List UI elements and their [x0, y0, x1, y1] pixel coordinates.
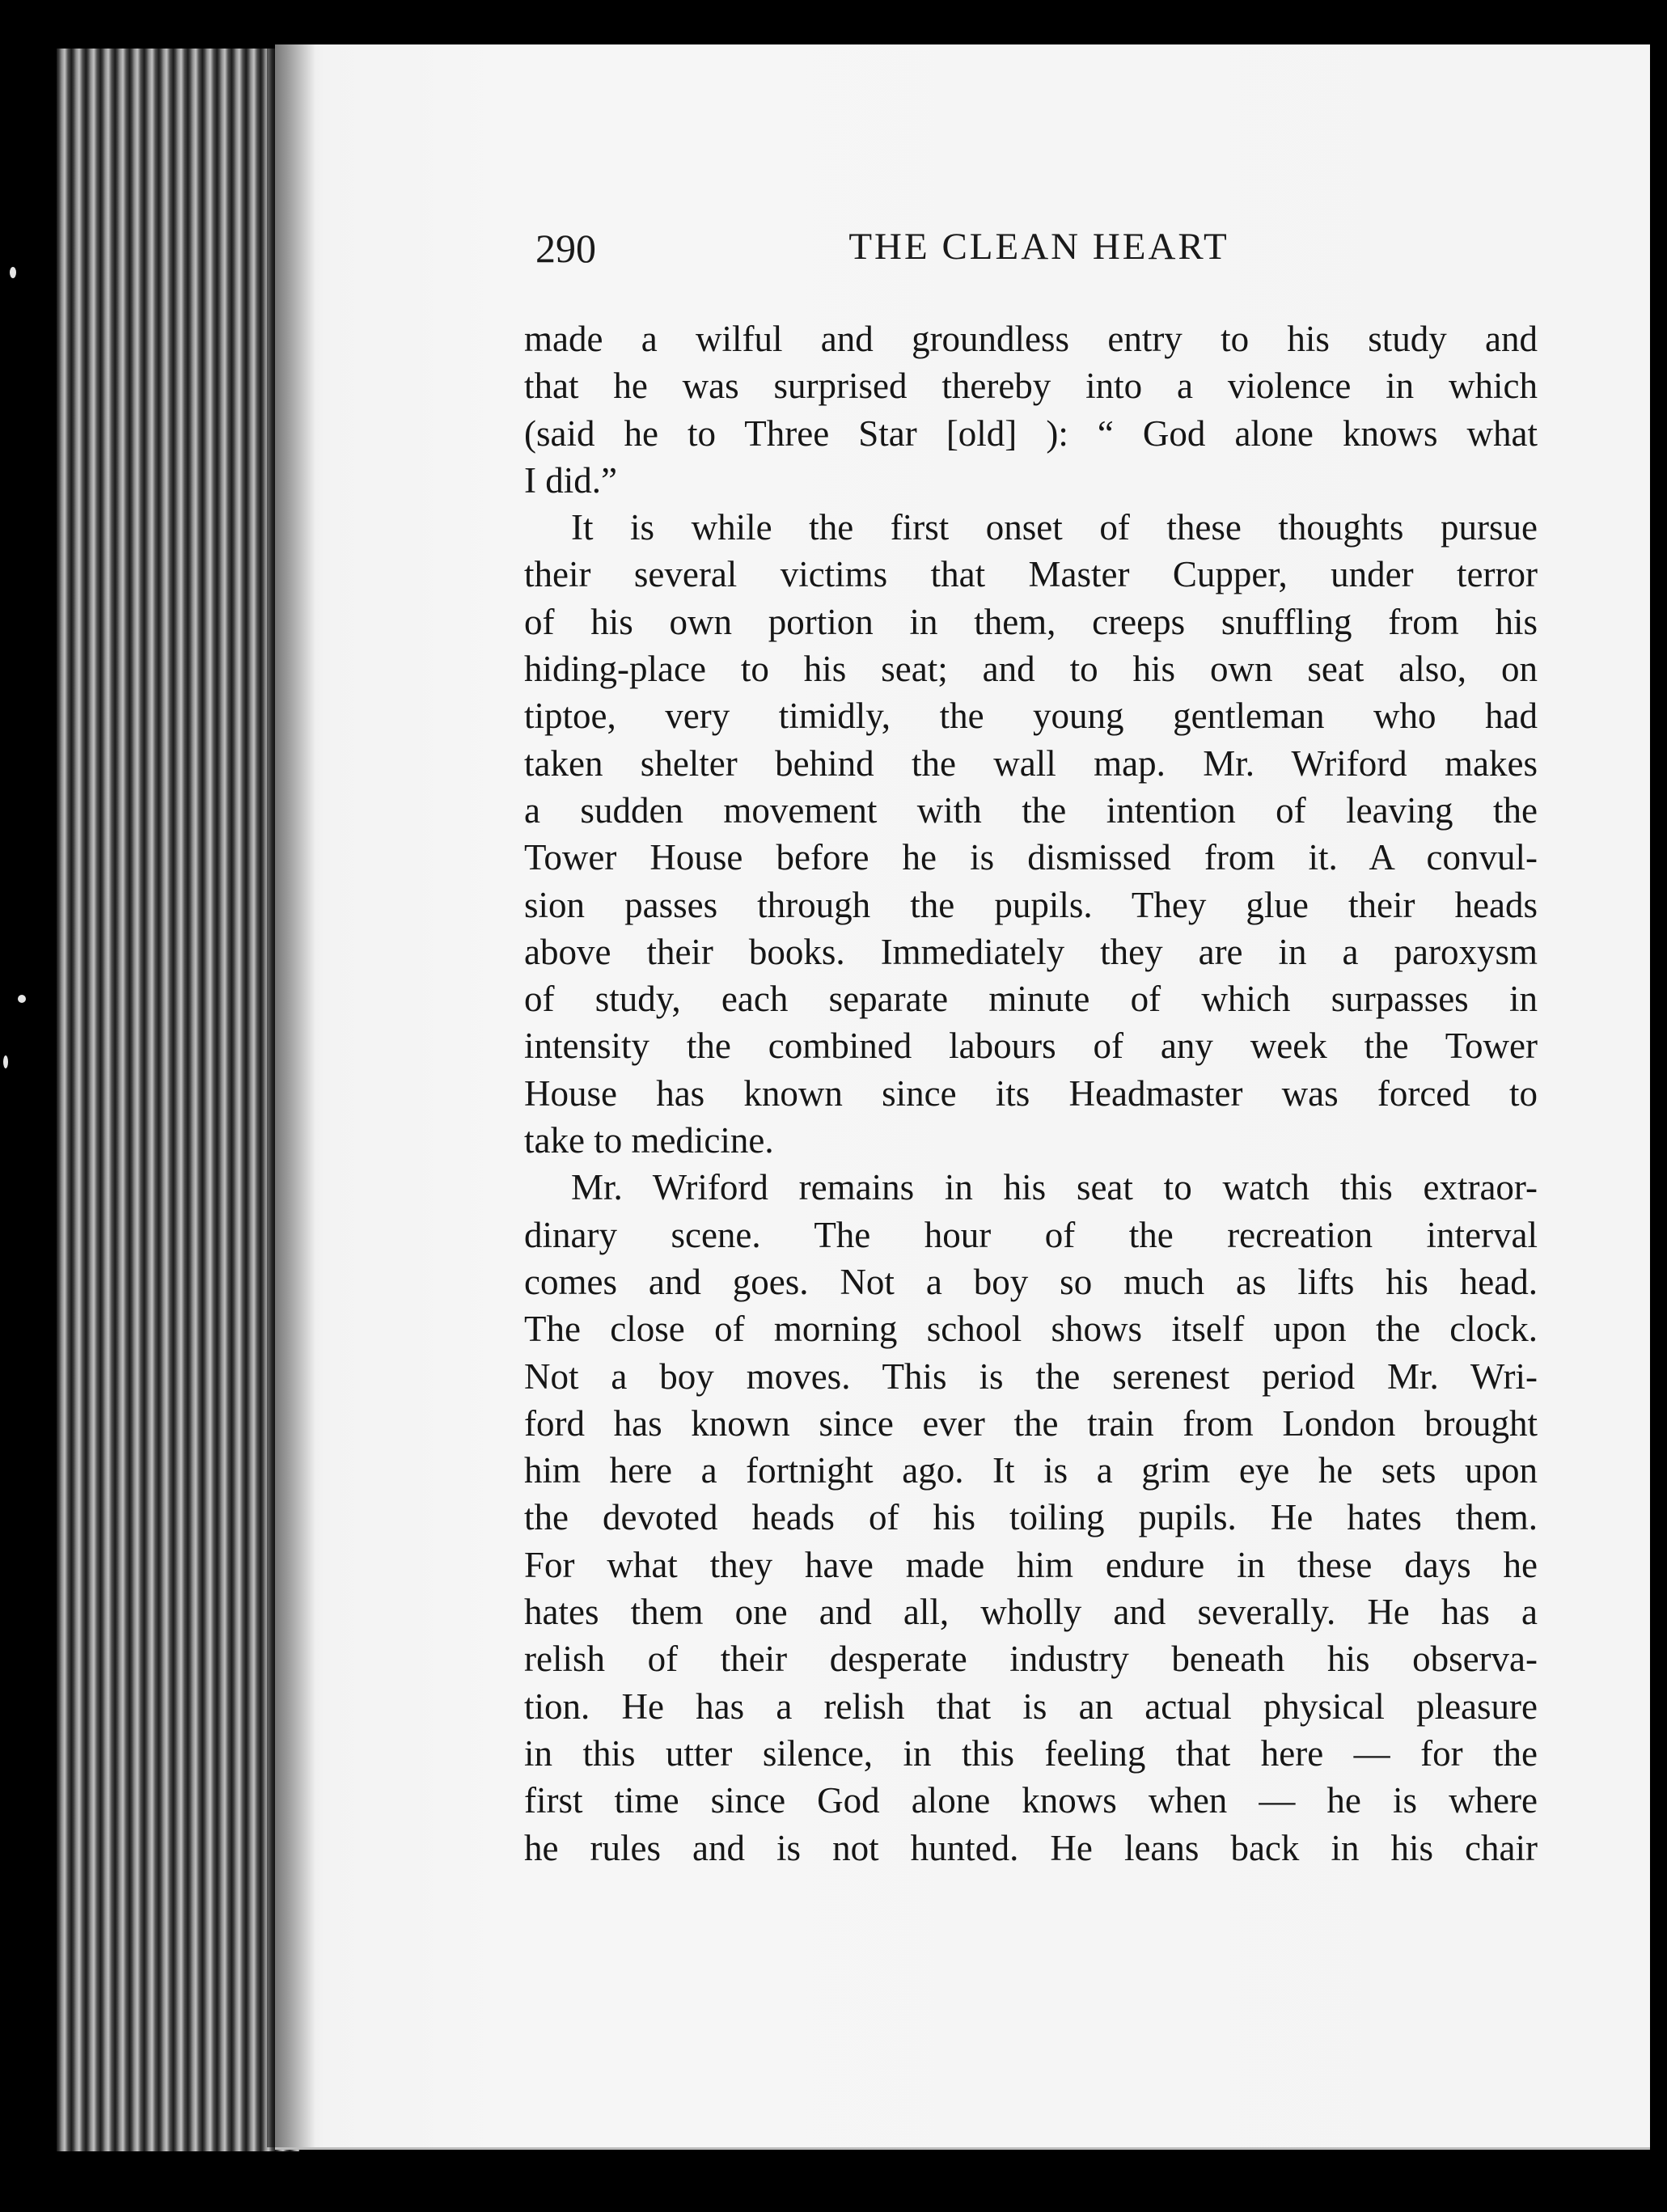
text-line: The close of morning school shows itself upon the clock.	[524, 1309, 1538, 1350]
text-line: tiptoe, very timidly, the young gentleman who had	[524, 696, 1538, 737]
text-line: he rules and is not hunted. He leans back in his chair	[524, 1827, 1538, 1868]
text-line: the devoted heads of his toiling pupils. He hates them.	[524, 1497, 1538, 1538]
page-number: 290	[535, 226, 596, 271]
text-line: above their books. Immediately they are in a paroxysm	[524, 931, 1538, 972]
text-line: hiding-place to his seat; and to his own seat also, on	[524, 649, 1538, 690]
running-title: THE CLEAN HEART	[848, 226, 1229, 268]
text-line: hates them one and all, wholly and severally. He has a	[524, 1592, 1538, 1633]
text-line: ford has known since ever the train from London brought	[524, 1402, 1538, 1444]
text-line: Mr. Wriford remains in his seat to watch this extraor-	[571, 1167, 1538, 1208]
text-line: him here a fortnight ago. It is a grim eye he sets upon	[524, 1450, 1538, 1491]
text-line: Tower House before he is dismissed from it. A convul-	[524, 837, 1538, 878]
text-line: tion. He has a relish that is an actual physical pleasure	[524, 1685, 1538, 1727]
text-line: sion passes through the pupils. They glue their heads	[524, 884, 1538, 925]
scan-speck	[18, 995, 26, 1003]
text-line: taken shelter behind the wall map. Mr. Wriford makes	[524, 742, 1538, 784]
text-line: of study, each separate minute of which surpasses in	[524, 979, 1538, 1020]
page-edges	[57, 49, 299, 2151]
text-line: dinary scene. The hour of the recreation interval	[524, 1214, 1538, 1255]
body-text	[524, 315, 1538, 1872]
text-line: first time since God alone knows when — he is where	[524, 1780, 1538, 1821]
text-line: relish of their desperate industry beneath his observa-	[524, 1639, 1538, 1680]
page-header	[535, 225, 1542, 281]
text-line: that he was surprised thereby into a violence in which	[524, 366, 1538, 407]
text-line: in this utter silence, in this feeling that here — for the	[524, 1732, 1538, 1774]
text-line: (said he to Three Star [old] ): “ God alone knows what	[524, 412, 1538, 454]
text-line: It is while the first onset of these thoughts pursue	[571, 507, 1538, 548]
text-line: comes and goes. Not a boy so much as lifts his head.	[524, 1261, 1538, 1302]
text-line: their several victims that Master Cupper, under terror	[524, 554, 1538, 595]
gutter-shadow	[267, 44, 315, 2147]
text-line: For what they have made him endure in these days he	[524, 1544, 1538, 1585]
text-line: a sudden movement with the intention of leaving the	[524, 789, 1538, 831]
scan-speck	[3, 1055, 8, 1068]
text-line: of his own portion in them, creeps snuffling from his	[524, 601, 1538, 642]
text-line: made a wilful and groundless entry to his study and	[524, 319, 1538, 359]
text-line: intensity the combined labours of any week the Tower	[524, 1026, 1538, 1067]
text-line: take to medicine.	[524, 1120, 774, 1161]
text-line: I did.”	[524, 459, 617, 501]
scan-speck	[10, 267, 16, 278]
text-line: House has known since its Headmaster was forced to	[524, 1072, 1538, 1114]
text-line: Not a boy moves. This is the serenest period Mr. Wri-	[524, 1356, 1538, 1397]
